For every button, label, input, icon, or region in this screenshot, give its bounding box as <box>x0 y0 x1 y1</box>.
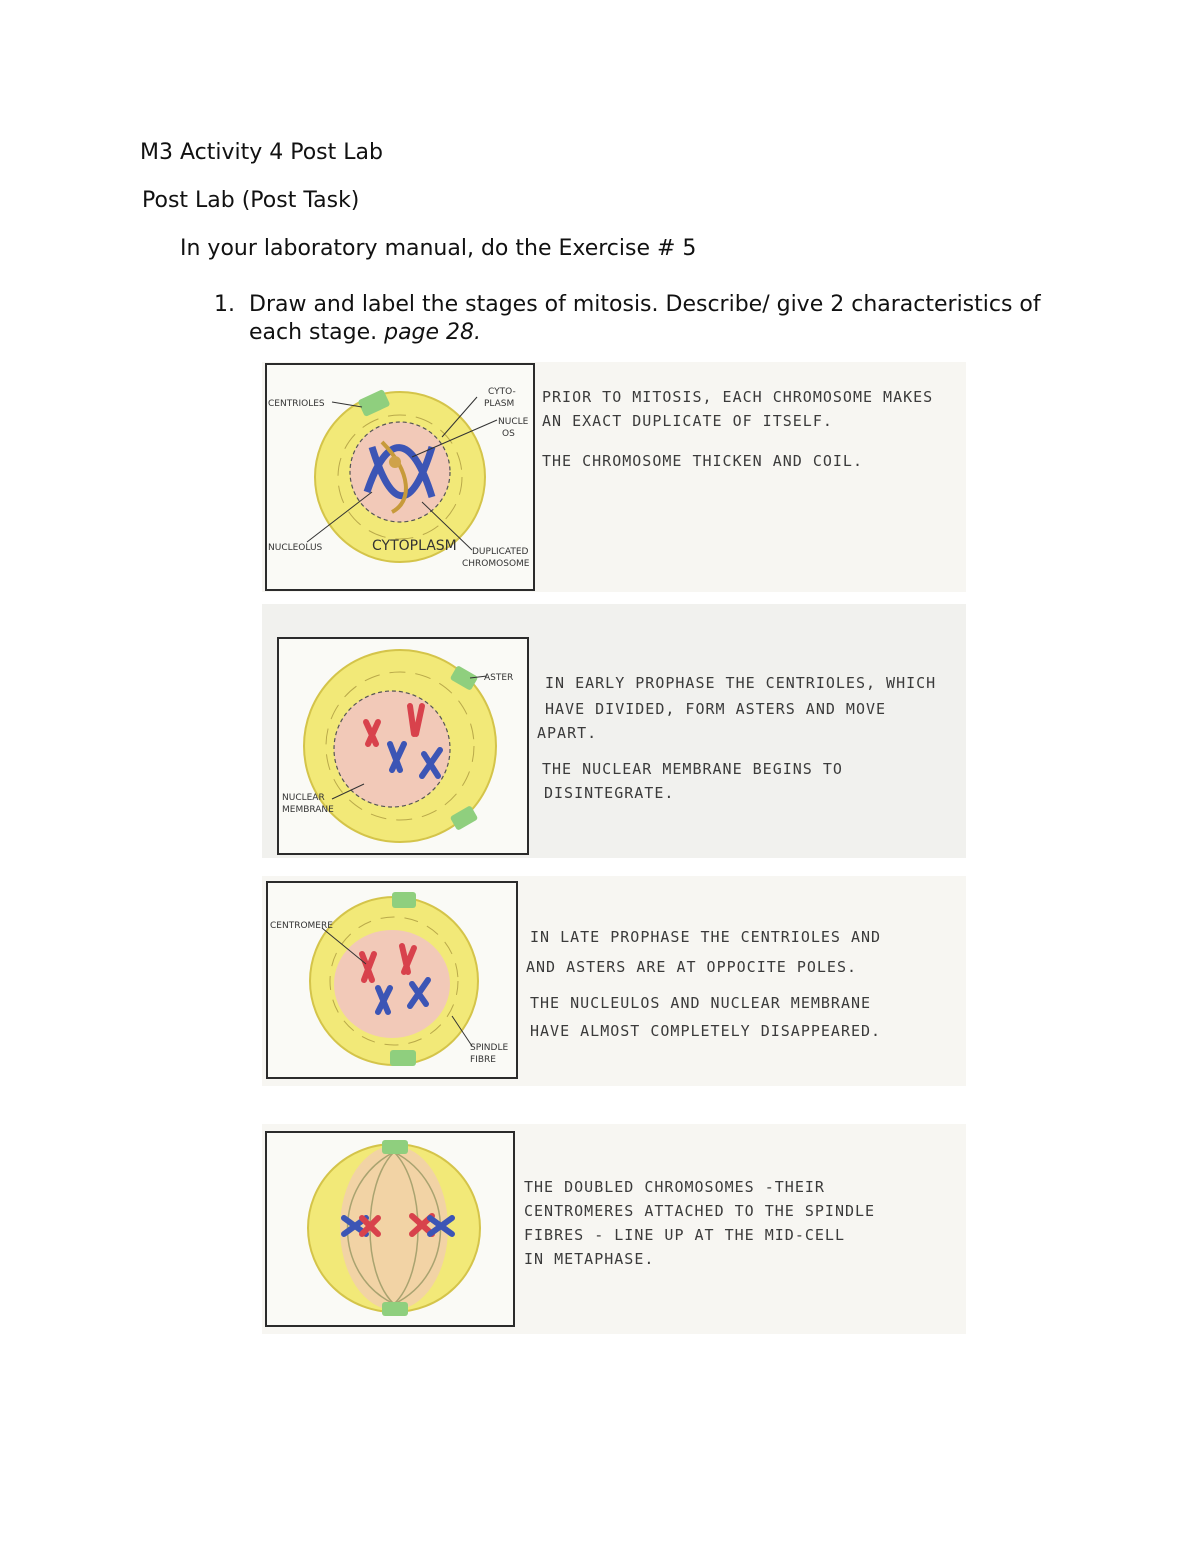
stage-3-drawing <box>262 876 966 1086</box>
stage-1-photo <box>262 362 966 592</box>
question-line-2 <box>249 320 481 345</box>
stage-1-note-1: PRIOR TO MITOSIS, EACH CHROMOSOME MAKES <box>542 388 934 406</box>
document-title: M3 Activity 4 Post Lab <box>140 140 383 165</box>
instruction-text: In your laboratory manual, do the Exercise # 5 <box>180 236 697 261</box>
label-centromere: CENTROMERE <box>270 921 333 931</box>
question-number: 1. <box>214 292 235 317</box>
stage-4-note-3: FIBRES - LINE UP AT THE MID-CELL <box>524 1226 845 1244</box>
stage-2-note-4: THE NUCLEAR MEMBRANE BEGINS TO <box>542 760 843 778</box>
label-plasm: PLASM <box>484 399 515 409</box>
question-line-1: Draw and label the stages of mitosis. Describe/ give 2 characteristics of <box>249 292 1041 317</box>
stage-2-note-5: DISINTEGRATE. <box>544 784 675 802</box>
stage-3-photo <box>262 876 966 1086</box>
label-duplicated: DUPLICATED <box>472 547 529 557</box>
document-subtitle: Post Lab (Post Task) <box>142 188 360 213</box>
question-page-ref: page 28. <box>384 320 482 345</box>
stage-2-note-2: HAVE DIVIDED, FORM ASTERS AND MOVE <box>545 700 887 718</box>
label-membrane: MEMBRANE <box>282 805 334 815</box>
label-nucle: NUCLE <box>498 417 529 427</box>
stage-2-note-1: IN EARLY PROPHASE THE CENTRIOLES, WHICH <box>545 674 937 692</box>
stage-3-note-1: IN LATE PROPHASE THE CENTRIOLES AND <box>530 928 882 946</box>
stage-3-note-4: HAVE ALMOST COMPLETELY DISAPPEARED. <box>530 1022 882 1040</box>
stage-4-photo <box>262 1124 966 1334</box>
stage-4-note-1: THE DOUBLED CHROMOSOMES -THEIR <box>524 1178 825 1196</box>
label-chromosome: CHROMOSOME <box>462 559 530 569</box>
stage-1-note-3: THE CHROMOSOME THICKEN AND COIL. <box>542 452 863 470</box>
stage-3-note-3: THE NUCLEULOS AND NUCLEAR MEMBRANE <box>530 994 872 1012</box>
stage-4-note-2: CENTROMERES ATTACHED TO THE SPINDLE <box>524 1202 876 1220</box>
label-nuclear: NUCLEAR <box>282 793 325 803</box>
stage-4-note-4: IN METAPHASE. <box>524 1250 655 1268</box>
question-line-2-text: each stage. <box>249 320 385 345</box>
label-spindle: SPINDLE <box>470 1043 509 1053</box>
label-centrioles: CENTRIOLES <box>268 399 325 409</box>
stage-3-note-2: AND ASTERS ARE AT OPPOCITE POLES. <box>526 958 858 976</box>
stage-2-drawing <box>262 604 966 858</box>
label-nucleolus: NUCLEOLUS <box>268 543 323 553</box>
stage-2-note-3: APART. <box>537 724 598 742</box>
label-aster: ASTER <box>484 673 514 683</box>
label-fibre: FIBRE <box>470 1055 496 1065</box>
label-cytoplasm: CYTOPLASM <box>372 538 457 554</box>
stage-1-note-2: AN EXACT DUPLICATE OF ITSELF. <box>542 412 833 430</box>
label-cyto: CYTO- <box>488 387 516 397</box>
stage-2-photo <box>262 604 966 858</box>
label-os: OS <box>502 429 515 439</box>
